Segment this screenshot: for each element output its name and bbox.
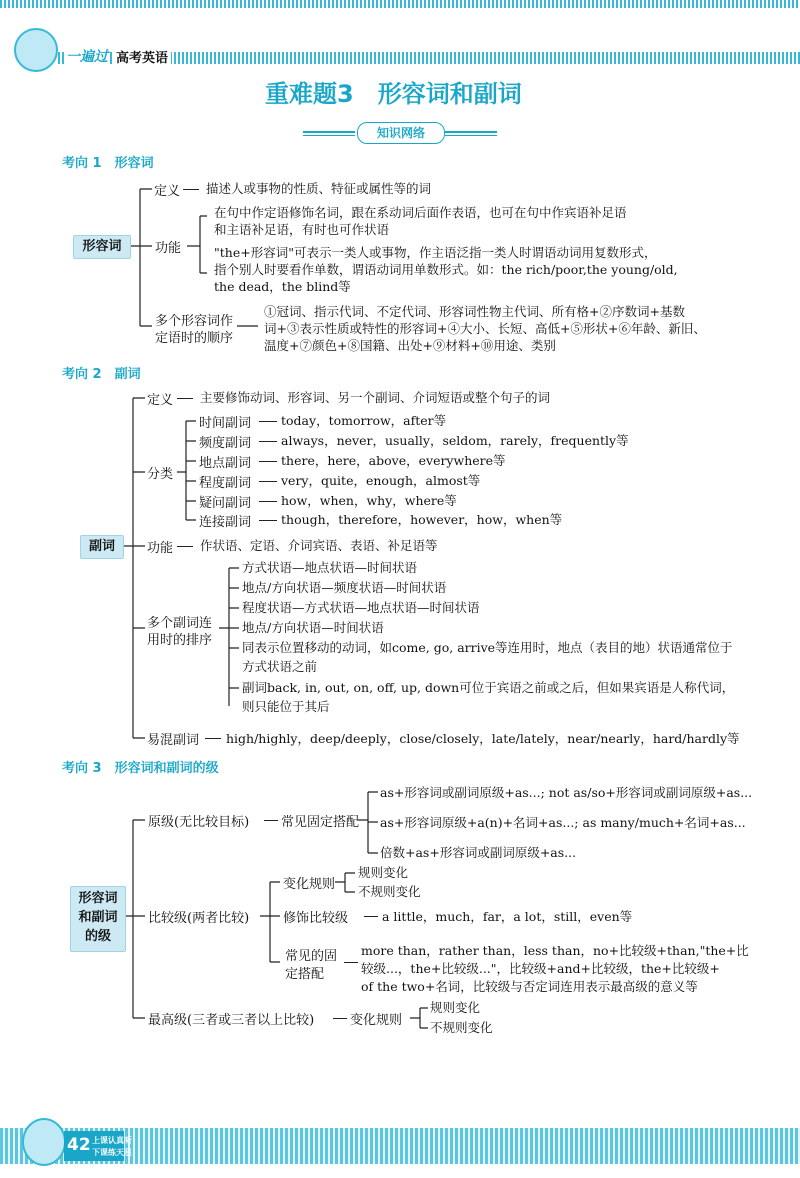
deg-comparative-label: 比较级(两者比较): [148, 911, 250, 926]
class-dash: [259, 501, 277, 502]
deg-comp-fixed-text-2: 较级...，the+比较级..."，比较级+and+比较级，the+比较级+: [361, 961, 720, 976]
deg-superlative-dash: [333, 1018, 347, 1019]
adv-order-label-2: 用时的排序: [147, 633, 213, 648]
adj-func-line-4: 指个别人时要看作单数，谓语动词用单数形式。如：the rich/poor,the young/old,: [214, 262, 678, 277]
deg-positive-item: 倍数+as+形容词或副词原级+as...: [380, 845, 577, 860]
adv-class-examples: there，here，above，everywhere等: [281, 453, 506, 468]
deg-comp-fixed-text-3: of the two+名词，比较级与否定词连用表示最高级的意义等: [361, 979, 698, 994]
adv-func-text: 作状语、定语、介词宾语、表语、补足语等: [200, 538, 438, 553]
adv-class-name: 地点副词: [199, 456, 252, 471]
adv-order-item: 方式状语—地点状语—时间状语: [242, 560, 418, 575]
class-dash: [259, 421, 277, 422]
adv-class-name: 时间副词: [199, 416, 252, 431]
deg-comp-rule: 不规则变化: [358, 884, 421, 899]
section-heading-degree: 考向 3 形容词和副词的级: [62, 761, 219, 776]
adj-order-line-2: 词+③表示性质或特性的形容词+④大小、长短、高低+⑤形状+⑥年龄、新旧、: [264, 321, 706, 336]
adv-class-name: 程度副词: [199, 476, 252, 491]
adj-order-line-1: ①冠词、指示代词、不定代词、形容词性物主代词、所有格+②序数词+基数: [264, 304, 685, 319]
adv-def-label: 定义: [147, 393, 174, 408]
deg-sup-rule: 规则变化: [430, 1000, 481, 1015]
footer-slogan-1: 上课认真听: [92, 1136, 132, 1145]
adv-order-item: 则只能位于其后: [242, 699, 330, 714]
deg-comp-mod-label: 修饰比较级: [283, 911, 349, 926]
deg-comp-mod-text: a little，much，far，a lot，still，even等: [382, 909, 633, 924]
adv-func-label: 功能: [147, 541, 174, 556]
footer-slogan-2: 下课练天星: [92, 1148, 132, 1157]
degree-box-line-1: 形容词: [78, 891, 118, 906]
adv-order-item: 地点/方向状语—时间状语: [242, 620, 384, 635]
adv-class-examples: today，tomorrow，after等: [281, 413, 447, 428]
adv-class-name: 疑问副词: [199, 496, 252, 511]
deg-superlative-sub: 变化规则: [350, 1013, 403, 1028]
adv-class-examples: very，quite，enough，almost等: [281, 473, 481, 488]
deg-comp-mod-dash: [364, 916, 378, 917]
adv-order-item: 地点/方向状语—频度状语—时间状语: [242, 580, 447, 595]
adverb-box: 副词: [80, 535, 124, 559]
deg-positive-item: as+形容词原级+a(n)+名词+as...; as many/much+名词+as...: [380, 815, 746, 830]
adj-func-line-5: the dead，the blind等: [214, 279, 351, 294]
deg-comp-fixed-text-1: more than，rather than，less than，no+比较级+than,"the+比: [361, 943, 749, 958]
adj-func-line-2: 和主语补足语，有时也可作状语: [214, 222, 390, 237]
deg-comp-rule: 规则变化: [358, 865, 409, 880]
deg-positive-item: as+形容词或副词原级+as...; not as/so+形容词或副词原级+as...: [380, 785, 753, 800]
adv-order-label-1: 多个副词连: [147, 616, 213, 631]
class-dash: [259, 441, 277, 442]
class-dash: [259, 520, 277, 521]
subject-label: 高考英语: [113, 47, 171, 66]
deg-comp-fixed-label-2: 定搭配: [285, 967, 325, 982]
adv-class-label: 分类: [147, 467, 174, 482]
adv-confuse-label: 易混副词: [147, 733, 200, 748]
degree-box-line-2: 和副词: [78, 910, 118, 925]
adv-def-text: 主要修饰动词、形容词、另一个副词、介词短语或整个句子的词: [200, 390, 551, 405]
adv-def-dash: [177, 398, 193, 399]
section-heading-adjective: 考向 1 形容词: [62, 156, 154, 171]
page-number: 42: [67, 1135, 91, 1155]
degree-box-line-3: 的级: [84, 929, 111, 944]
section-heading-adverb: 考向 2 副词: [62, 367, 141, 382]
class-dash: [259, 481, 277, 482]
adv-func-dash: [177, 546, 193, 547]
adj-def-label: 定义: [154, 184, 181, 199]
adv-class-examples: how，when，why，where等: [281, 493, 457, 508]
adv-order-item: 副词back, in, out, on, off, up, down可位于宾语之前或之后，但如果宾语是人称代词，: [242, 680, 735, 695]
adj-func-line-3: "the+形容词"可表示一类人或事物，作主语泛指一类人时谓语动词用复数形式，: [214, 245, 657, 260]
deg-positive-dash: [264, 820, 278, 821]
adv-class-name: 连接副词: [199, 515, 252, 530]
page-title: 重难题3 形容词和副词: [265, 80, 522, 108]
deg-comp-fixed-label-1: 常见的固: [285, 949, 338, 964]
brand-name: 一遍过: [64, 46, 110, 66]
adj-func-label: 功能: [155, 241, 182, 256]
adjective-box: 形容词: [73, 235, 131, 259]
mascot-footer-icon: [22, 1118, 66, 1166]
adv-confuse-text: high/highly，deep/deeply，close/closely，late/lately，near/nearly，hard/hardly等: [226, 731, 740, 746]
adj-order-label-1: 多个形容词作: [155, 314, 234, 329]
section-pill: 知识网络: [357, 122, 445, 144]
adv-class-examples: always，never，usually，seldom，rarely，frequently等: [281, 433, 629, 448]
adj-def-dash: [183, 189, 199, 190]
adv-class-examples: though，therefore，however，how，when等: [281, 512, 563, 527]
deg-sup-rule: 不规则变化: [430, 1020, 493, 1035]
adv-class-name: 频度副词: [199, 436, 252, 451]
deg-positive-sub: 常见固定搭配: [281, 815, 360, 830]
deg-positive-label: 原级(无比较目标): [148, 815, 250, 830]
degree-box: [70, 886, 126, 952]
adj-order-label-2: 定语时的顺序: [155, 331, 234, 346]
adj-func-line-1: 在句中作定语修饰名词，跟在系动词后面作表语，也可在句中作宾语补足语: [214, 205, 627, 220]
deg-superlative-label: 最高级(三者或三者以上比较): [148, 1013, 315, 1028]
class-dash: [259, 461, 277, 462]
adj-def-text: 描述人或事物的性质、特征或属性等的词: [206, 181, 432, 196]
deg-comp-rule-label: 变化规则: [283, 877, 336, 892]
adv-order-item: 方式状语之前: [242, 659, 318, 674]
adv-order-item: 同表示位置移动的动词，如come, go, arrive等连用时，地点（表目的地）状语通常位于: [242, 640, 733, 655]
adv-confuse-dash: [205, 738, 221, 739]
adj-order-line-3: 温度+⑦颜色+⑧国籍、出处+⑨材料+⑩用途、类别: [264, 338, 556, 353]
deg-comp-fixed-dash: [344, 962, 358, 963]
adv-order-item: 程度状语—方式状语—地点状语—时间状语: [242, 600, 480, 615]
